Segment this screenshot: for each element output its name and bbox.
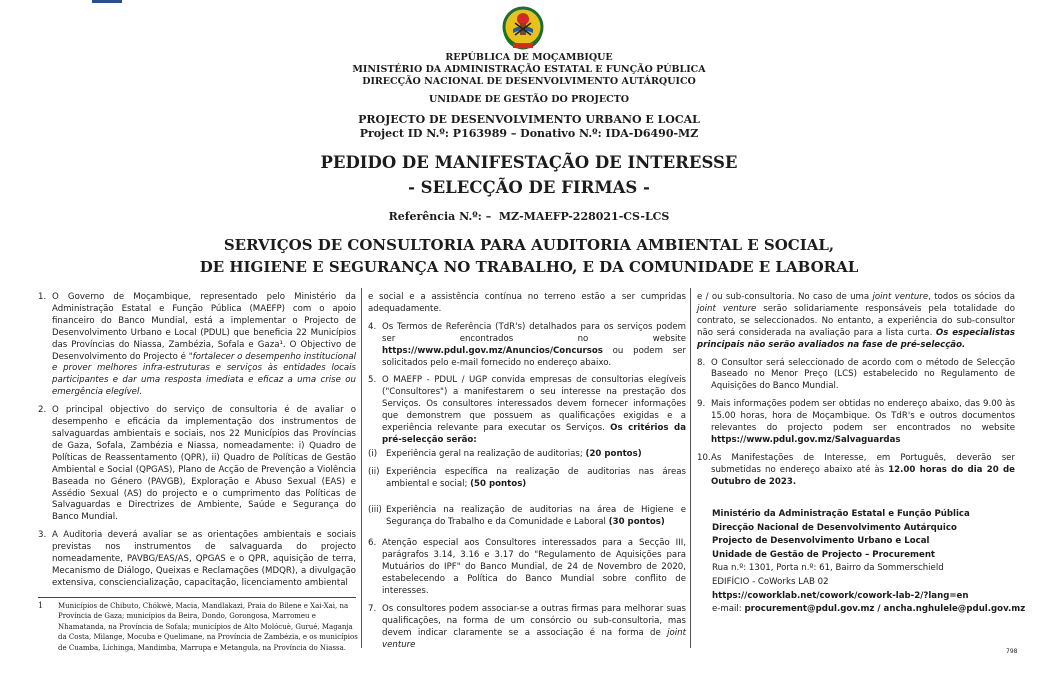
item-number: 9. xyxy=(697,399,706,410)
subject-line-1: SERVIÇOS DE CONSULTORIA PARA AUDITORIA AMBIENTAL E SOCIAL, xyxy=(223,236,835,254)
document-title: PEDIDO DE MANIFESTAÇÃO DE INTERESSE xyxy=(320,153,738,172)
item-text: ou podem ser solicitados pelo e-mail fornecido no endereço abaixo. xyxy=(382,345,686,368)
column-divider xyxy=(690,288,691,648)
item-number: 1. xyxy=(38,292,47,302)
contact-building: EDIFÍCIO - CoWorks LAB 02 xyxy=(712,576,829,587)
item-text: A Auditoria deverá avaliar se as orientações ambientais e sociais previstas nos instrumentos de salvaguarda do projecto nomeadamente, PAVBG/EAS/AS, QPGAS e o QPR, aquisição de terra, Mecanismo de Diálogo, Queixas e Reclamações (MDQR), a divulgação extensiva, consciencialização, capacitação, licenciamento ambiental xyxy=(52,530,356,588)
item-number: 3. xyxy=(38,530,47,541)
item-continuation: e / ou sub-consultoria. No caso de uma xyxy=(697,292,873,302)
list-item xyxy=(697,358,1015,394)
item-text: Os consultores podem associar-se a outras firmas para melhorar suas qualificações, na forma de um consórcio ou sub-consultoria, mas devem indicar claramente se a associação é na forma de xyxy=(382,603,686,638)
criteria-number: (iii) xyxy=(368,504,382,515)
contact-directorate: Direcção Nacional de Desenvolvimento Autárquico xyxy=(712,522,957,533)
criteria-item xyxy=(368,505,686,529)
criteria-text: Experiência específica na realização de auditorias nas áreas ambiental e social; xyxy=(386,466,686,489)
item-number: 8. xyxy=(697,357,706,368)
item-text: Atenção especial aos Consultores interessados para a Secção III, parágrafos 3.14, 3.16 e 3.17 do "Regulamento de Aquisições para Mutuários do IPF" do Banco Mundial, de 24 de Novembro de 2020, estabelecendo a Política do Banco Mundial sobre conflito de interesses. xyxy=(382,538,686,597)
ministry-name: MINISTÉRIO DA ADMINISTRAÇÃO ESTATAL E FUNÇÃO PÚBLICA xyxy=(352,64,706,75)
item-text-italic: joint venture xyxy=(872,292,929,302)
footnote xyxy=(38,601,358,653)
list-item xyxy=(38,292,356,399)
tor-link[interactable]: https://www.pdul.gov.mz/Anuncios/Concursos xyxy=(382,345,603,356)
item-text: O MAEFP - PDUL / UGP convida empresas de consultorias elegíveis ("Consultores") a manifestarem o seu interesse na prestação dos Serviços. Os consultores interessados devem fornecer informações que demonstrem que possuem as qualificações exigidas e a experiência relevante para executar os Serviços. xyxy=(382,375,686,434)
list-item xyxy=(697,453,1015,489)
contact-project: Projecto de Desenvolvimento Urbano e Local xyxy=(712,536,930,547)
project-name: PROJECTO DE DESENVOLVIMENTO URBANO E LOCAL xyxy=(358,113,700,126)
criteria-points: (20 pontos) xyxy=(585,448,642,459)
project-id: Project ID N.º: P163989 – Donativo N.º: IDA-D6490-MZ xyxy=(359,127,699,140)
contact-email-link[interactable]: procurement@pdul.gov.mz / ancha.nghulele@pdul.gov.mz xyxy=(744,604,1026,615)
item-number: 4. xyxy=(368,321,377,332)
item-continuation: , todos os sócios da xyxy=(928,292,1016,302)
text-column-3 xyxy=(697,292,1015,495)
item-text-italic: "fortalecer o desempenho institucional e prover melhores infra-estruturas e serviços às entidades locais participantes e dar uma resposta imediata e eficaz a uma crise ou emergência elegível. xyxy=(52,351,356,398)
item-text: Mais informações podem ser obtidas no endereço abaixo, das 9.00 às 15.00 horas, hora de Moçambique. Os TdR's e outros documentos relevantes do projecto podem ser encontrados no website xyxy=(711,399,1015,434)
footnote-rule xyxy=(38,597,356,598)
criteria-text: Experiência geral na realização de auditorias; xyxy=(386,448,586,459)
item-text: O Consultor será seleccionado de acordo com o método de Selecção Baseado no Menor Preço (LCS) estabelecido no Regulamento de Aquisições do Banco Mundial. xyxy=(711,357,1015,392)
column-divider xyxy=(361,288,362,648)
republic-name: REPÚBLICA DE MOÇAMBIQUE xyxy=(445,52,613,63)
list-item xyxy=(368,604,686,652)
item-text: O principal objectivo do serviço de consultoria é de avaliar o desempenho e eficácia da implementação dos instrumentos de salvaguardas ambientais e sociais, nos 22 Municípios das Províncias de Gaza, Sofala, Zambézia e Niassa, nomeadamente: i) Quadro de Políticas de Reassentamento (QPR), ii) Quadro de Políticas de Gestão Ambiental e Social (QPGAS), Plano de Acção de Prevenção a Violência Baseada no Género (PAVGB), Exploração e Abuso Sexual (EAS) e Assédio Sexual (AS) do projecto e o cumprimento das Políticas de Salvaguardas e Directrizes de Ambiente, Saúde e Segurança do Banco Mundial. xyxy=(52,405,356,523)
item-number: 7. xyxy=(368,603,377,614)
contact-unit: Unidade de Gestão de Projecto – Procurement xyxy=(712,549,936,560)
document-subtitle: - SELECÇÃO DE FIRMAS - xyxy=(408,178,650,197)
subject-line-2: DE HIGIENE E SEGURANÇA NO TRABALHO, E DA COMUNIDADE E LABORAL xyxy=(199,258,859,276)
top-accent-bar xyxy=(92,0,122,3)
contact-email-label: e-mail: xyxy=(712,604,745,615)
item-text: As Manifestações de Interesse, em Português, deverão ser submetidas no endereço abaixo até às xyxy=(711,452,1015,475)
footnote-number: 1 xyxy=(38,601,44,610)
item-text: Os Termos de Referência (TdR's) detalhados para os serviços podem ser encontrados no website xyxy=(382,321,686,344)
list-item xyxy=(38,405,356,524)
list-item xyxy=(368,322,686,370)
list-item xyxy=(697,399,1015,447)
item-number: 2. xyxy=(38,405,47,416)
item-continuation: e social e a assistência contínua no terreno estão a ser cumpridas adequadamente. xyxy=(368,292,686,314)
criteria-item xyxy=(368,449,686,461)
item-text: O Governo de Moçambique, representado pelo Ministério da Administração Estatal e Função Pública (MAEFP) com o apoio financeiro do Banco Mundial, está a implementar o Projecto de Desenvolvimento Urbano e Local (PDUL) que beneficia 22 Municípios das Províncias do Niassa, Zambézia, Sofala e Gaza¹. O Objectivo de Desenvolvimento do Projecto é xyxy=(52,292,356,362)
criteria-points: (50 pontos) xyxy=(470,478,527,489)
contact-website-link[interactable]: https://coworklab.net/cowork/cowork-lab-2/?lang=en xyxy=(712,590,969,601)
contact-block xyxy=(712,508,1032,617)
item-number: 10. xyxy=(697,452,711,463)
list-item xyxy=(38,530,356,590)
contact-address: Rua n.º: 1301, Porta n.º: 61, Bairro da Sommerschield xyxy=(712,563,944,574)
reference-value: MZ-MAEFP-228021-CS-LCS xyxy=(498,210,670,223)
footnote-text: Municípios de Chibuto, Chókwè, Macia, Mandlakazi, Praia do Bilene e Xai-Xai, na Província de Gaza; municípios da Beira, Dondo, Gorongosa, Marromeu e Nhamatanda, na Província de Sofala; municípios de Alto Molócuè, Gurué, Maganja da Costa, Milange, Mocuba e Quelimane, na Província de Zambézia, e os municípios de Cuamba, Lichinga, Mandimba, Marrupa e Metangula, na Província do Niassa. xyxy=(58,602,358,652)
criteria-text: Experiência na realização de auditorias na área de Higiene e Segurança do Trabalho e da Comunidade e Laboral xyxy=(386,504,686,527)
safeguards-link[interactable]: https://www.pdul.gov.mz/Salvaguardas xyxy=(711,434,901,445)
reference-label: Referência N.º: – xyxy=(388,210,492,223)
unit-name: UNIDADE DE GESTÃO DO PROJECTO xyxy=(428,94,630,105)
deadline: 12.00 horas do dia 20 de Outubro de 2023. xyxy=(711,464,1015,487)
item-text-bold-italic: Os especialistas principais não serão avaliados na fase de pré-selecção. xyxy=(697,327,1015,350)
item-number: 5. xyxy=(368,375,377,386)
text-column-2 xyxy=(368,292,686,658)
text-column-1 xyxy=(38,292,356,596)
mozambique-emblem-icon xyxy=(499,3,547,51)
criteria-number: (i) xyxy=(368,448,378,459)
reference-line xyxy=(0,210,1058,223)
item-text-italic: joint venture xyxy=(382,627,686,650)
item-text-italic: joint venture xyxy=(697,303,757,314)
criteria-number: (ii) xyxy=(368,466,380,477)
contact-ministry: Ministério da Administração Estatal e Função Pública xyxy=(712,509,970,519)
list-item xyxy=(368,538,686,598)
criteria-item xyxy=(368,467,686,491)
item-continuation: serão solidariamente responsáveis pela totalidade do contrato, se seleccionados. No entanto, a experiência do sub-consultor não será considerada na avaliação para a lista curta. xyxy=(697,303,1015,338)
item-number: 6. xyxy=(368,538,377,549)
directorate-name: DIRECÇÃO NACIONAL DE DESENVOLVIMENTO AUTÁRQUICO xyxy=(362,76,696,87)
criteria-points: (30 pontos) xyxy=(608,516,665,527)
page-number: 798 xyxy=(1006,648,1018,655)
list-item xyxy=(368,375,686,446)
criteria-heading: Os critérios da pré-selecção serão: xyxy=(382,423,686,445)
